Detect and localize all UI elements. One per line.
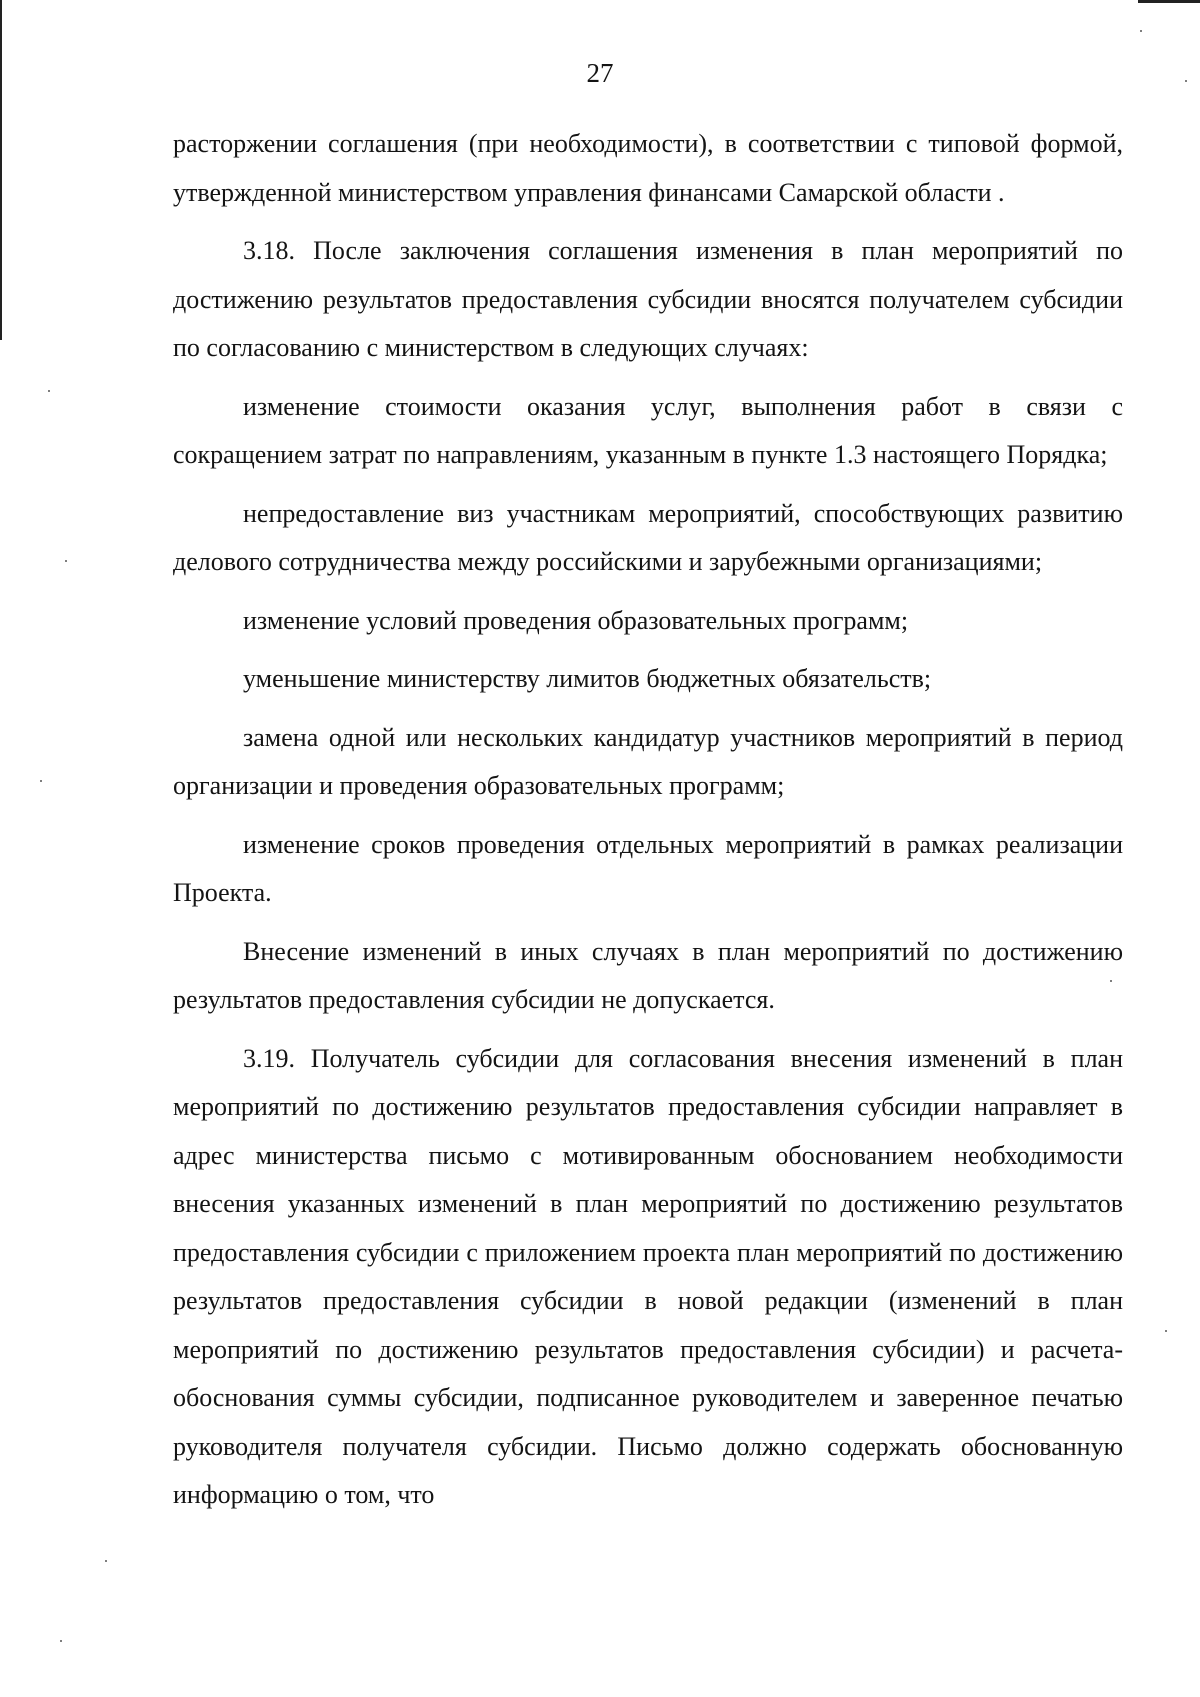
page-number: 27 xyxy=(586,58,614,88)
paragraph: замена одной или нескольких кандидатур участников мероприятий в период организации и проведения образовательных программ; xyxy=(173,722,1123,800)
scan-speck xyxy=(60,1640,62,1642)
scan-border-top xyxy=(1138,0,1200,3)
scan-border-left xyxy=(0,0,2,340)
paragraph: Внесение изменений в иных случаях в план мероприятий по достижению результатов предоставления субсидии не допускается. xyxy=(173,936,1123,1014)
scan-speck xyxy=(65,560,67,562)
scan-speck xyxy=(1140,30,1142,32)
document-body xyxy=(173,120,1123,1530)
paragraph: изменение стоимости оказания услуг, выполнения работ в связи с сокращением затрат по направлениям, указанным в пункте 1.3 настоящего Порядка; xyxy=(173,391,1123,469)
scan-speck xyxy=(40,780,42,782)
scan-speck xyxy=(1110,980,1112,982)
paragraph: расторжении соглашения (при необходимости), в соответствии с типовой формой, утвержденной министерством управления финансами Самарской области . xyxy=(173,129,1123,207)
paragraph: 3.19. Получатель субсидии для согласования внесения изменений в план мероприятий по достижению результатов предоставления субсидии направляет в адрес министерства письмо с мотивированным обоснованием необходимости внесения указанных изменений в план мероприятий по достижению результатов предоставления субсидии с приложением проекта план мероприятий по достижению результатов предоставления субсидии в новой редакции (изменений в план мероприятий по достижению результатов предоставления субсидии) и расчета-обоснования суммы субсидии, подписанное руководителем и заверенное печатью руководителя получателя субсидии. Письмо должно содержать обоснованную информацию о том, что xyxy=(173,1043,1123,1509)
paragraph: непредоставление виз участникам мероприятий, способствующих развитию делового сотрудничества между российскими и зарубежными организациями; xyxy=(173,498,1123,576)
paragraph: уменьшение министерству лимитов бюджетных обязательств; xyxy=(243,664,932,693)
paragraph: 3.18. После заключения соглашения изменения в план мероприятий по достижению результатов предоставления субсидии вносятся получателем субсидии по согласованию с министерством в следующих случаях: xyxy=(173,236,1123,362)
paragraph: изменение условий проведения образовательных программ; xyxy=(243,605,909,635)
scan-speck xyxy=(1165,1330,1167,1332)
scan-speck xyxy=(48,390,50,392)
scan-speck xyxy=(1185,80,1187,82)
paragraph: изменение сроков проведения отдельных мероприятий в рамках реализации Проекта. xyxy=(173,829,1123,907)
scan-speck xyxy=(105,1560,107,1562)
